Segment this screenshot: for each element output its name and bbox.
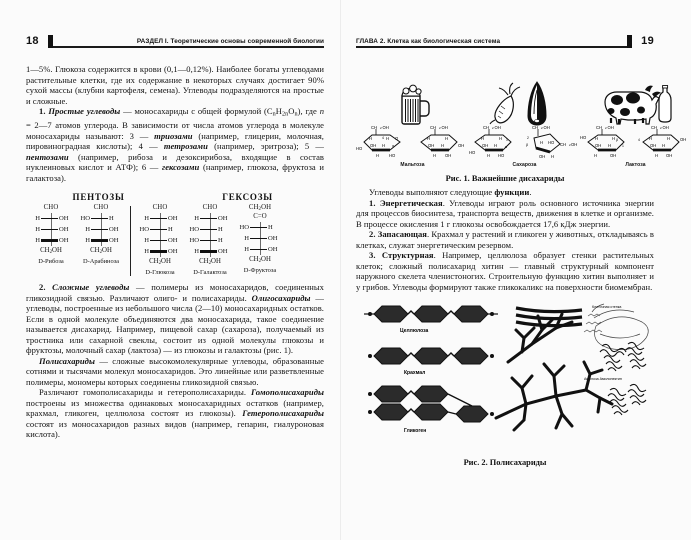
term-oligosaccharides: Олигосахариды <box>251 292 311 303</box>
substituent-left: HO <box>80 215 90 223</box>
svg-text:H: H <box>540 140 544 145</box>
figure1-label-lactose: Лактоза <box>625 162 646 168</box>
svg-text:CH: CH <box>371 125 378 130</box>
glucose-ring-icon <box>415 126 469 160</box>
beer-mug-icon <box>394 82 432 126</box>
svg-text:OH: OH <box>539 154 546 159</box>
starch-chain-icon <box>368 348 494 364</box>
figure2-label-glycogen: Гликоген <box>404 428 427 434</box>
fischer-projection <box>136 204 184 276</box>
svg-text:OH: OH <box>370 143 377 148</box>
svg-text:α: α <box>505 145 508 149</box>
substituent-right: OH <box>59 215 69 223</box>
left-page <box>0 0 340 540</box>
fructose-ring-icon <box>526 126 580 160</box>
paragraph-complex-carbs: 2. Сложные углеводы — полимеры из моносахаридов, соединенных гликозидной связью. Различают олиго- и полисахариды. Олигосахариды — углеводы, построенные из небольшого числа (2—10) моносахаридных остатков. Если в одной молекуле объединяются два моносахарида, такое соединение называется дисахарид. Например, пищевой сахар (сахароза), получаемый из тростника или сахарной свеклы, состоит из одной молекулы глюкозы и фруктозы, молочный сахар (лактоза) — из глюкозы и галактозы (рис. 1). <box>26 282 325 356</box>
fischer-row <box>77 235 125 246</box>
substituent-left: HO <box>189 226 199 234</box>
galactose-ring-icon <box>580 126 636 160</box>
svg-text:CH: CH <box>532 125 539 130</box>
figure2-label-amylose-amylopectin: Амилоза Амилопектин <box>584 377 622 381</box>
substituent-left: H <box>144 237 149 245</box>
fischer-projection <box>77 204 125 265</box>
substituent-right: OH <box>268 235 278 243</box>
term-polysaccharides: Полисахариды <box>39 355 95 366</box>
fischer-row <box>27 224 75 235</box>
svg-text:2: 2 <box>569 143 571 147</box>
substituent-left: H <box>85 226 90 234</box>
substituent-right: OH <box>268 246 278 254</box>
svg-text:OH: OH <box>494 125 501 130</box>
bond-line <box>250 238 267 239</box>
paragraph-homo-hetero: Различают гомополисахариды и гетерополисахариды. Гомополисахариды построены из множества одинаковых моносахаридных остатков (например, крахмал, гликоген, целлюлоза состоят из глюкозы). Гетерополисахариды состоят из моносахаридов разных видов (например, гепарин, гиалуроновая кислота). <box>26 387 324 440</box>
svg-text:α: α <box>392 144 395 148</box>
term-heteropolysaccharides: Гетерополисахариды <box>242 408 324 419</box>
fischer-projection <box>27 204 75 265</box>
svg-text:OH: OH <box>458 143 465 148</box>
substituent-right: H <box>268 224 273 232</box>
structure-headings <box>26 192 324 202</box>
bond-line <box>200 218 217 219</box>
glycogen-branching-icon <box>496 362 612 430</box>
bond-line <box>91 229 108 230</box>
svg-text:H: H <box>427 136 431 141</box>
fischer-top-group: $CH_2OH$ <box>248 204 272 213</box>
hexose-group <box>135 204 285 276</box>
heading-pentoses: ПЕНТОЗЫ <box>72 192 125 203</box>
substituent-right: H <box>168 226 173 234</box>
substituent-right: OH <box>109 226 119 234</box>
monosaccharide-structures <box>26 192 324 276</box>
fischer-bottom-group: $CH_2OH$ <box>40 247 62 256</box>
fischer-top-group: CHO <box>152 204 168 212</box>
fischer-row <box>136 235 184 246</box>
cellulose-chain-icon <box>364 306 498 322</box>
substituent-right: OH <box>59 237 69 245</box>
fischer-projection <box>186 204 234 276</box>
running-head-text-right: ГЛАВА 2. Клетка как биологическая система <box>356 38 501 46</box>
fischer-row <box>236 222 284 233</box>
fischer-rows <box>27 213 75 246</box>
function-name-storage: Запасающая <box>377 229 427 239</box>
fischer-rows <box>236 222 284 255</box>
fischer-top-group: CHO <box>202 204 218 212</box>
fischer-rows <box>136 213 184 257</box>
bond-line <box>250 227 267 228</box>
fischer-bottom-group: $CH_2OH$ <box>199 258 221 267</box>
fischer-row <box>27 235 75 246</box>
svg-text:1: 1 <box>506 138 508 142</box>
svg-text:2: 2 <box>380 126 382 130</box>
svg-text:OH: OH <box>610 153 617 158</box>
function-name-energetic: Энергетическая <box>379 197 443 208</box>
svg-text:OH: OH <box>543 125 550 130</box>
svg-text:OH: OH <box>680 137 687 142</box>
molecule-name: D-Галактоза <box>193 269 227 277</box>
svg-text:2: 2 <box>541 126 543 130</box>
function-name-structural: Структурная <box>381 250 434 260</box>
substituent-left: H <box>244 246 249 254</box>
svg-text:H: H <box>612 136 616 141</box>
svg-text:OH: OH <box>650 143 657 148</box>
fischer-row <box>77 213 125 224</box>
bond-line <box>91 239 108 242</box>
svg-text:1: 1 <box>622 144 624 148</box>
svg-text:HO: HO <box>389 153 396 158</box>
svg-text:H: H <box>445 136 449 141</box>
svg-text:H: H <box>667 136 671 141</box>
substituent-left: HO <box>189 237 199 245</box>
glucose-ring-icon <box>469 126 525 160</box>
function-structural: 3. Структурная. Например, целлюлоза образует стенки растительных клеток; сложный полисахарид хитин — главный структурный компонент наружного скелета членистоногих. Строительную функцию хитин выполняет и у грибов. Углеводы формируют также гликокаликс на поверхности биомембран. <box>356 250 655 292</box>
svg-text:H: H <box>382 143 386 148</box>
svg-text:OH: OH <box>662 125 669 130</box>
svg-text:H: H <box>376 153 380 158</box>
sucrose-structure <box>469 126 580 160</box>
bond-line <box>150 250 167 253</box>
paragraph-simple-carbs: 1. Простые углеводы — моносахариды с общей формулой $(C_nH_{2n}O_n)$, где n = 2—7 атомов углерода. В зависимости от числа атомов углерода в молекуле моносахариды называют: 3 — триозами (например, глицерин, молочная, пировиноградная кислоты); 4 — тетрозами (например, эритроза); 5 — пентозами (например, рибоза и дезоксирибоза, входящие в состав нуклеиновых кислот и АТФ); 6 — гексозами (например, глюкоза, фруктоза и галактоза). <box>26 106 325 183</box>
substituent-right: OH <box>59 226 69 234</box>
molecule-name: D-Глюкоза <box>145 269 175 277</box>
figure-2-caption: Рис. 2. Полисахариды <box>463 458 547 467</box>
right-running-head <box>356 30 654 52</box>
svg-text:CH: CH <box>560 142 567 147</box>
bond-line <box>200 250 217 253</box>
glucose-ring-icon <box>356 126 414 160</box>
svg-text:HO: HO <box>498 153 505 158</box>
figure-2-polysaccharides <box>356 300 654 467</box>
fischer-bottom-group: $CH_2OH$ <box>149 258 171 267</box>
substituent-right: OH <box>168 237 178 245</box>
svg-text:H: H <box>594 153 598 158</box>
svg-text:H: H <box>481 136 485 141</box>
svg-text:H: H <box>369 136 373 141</box>
svg-text:4: 4 <box>382 136 384 140</box>
substituent-left: H <box>194 215 199 223</box>
svg-text:CH: CH <box>430 125 437 130</box>
svg-text:H: H <box>386 136 390 141</box>
fischer-row <box>136 224 184 235</box>
substituent-right: H <box>218 226 223 234</box>
term-geksozy: гексозами <box>162 162 200 173</box>
figure2-label-cellulose: Целлюлоза <box>400 328 429 334</box>
molecule-name: D-Арабиноза <box>82 258 120 266</box>
fischer-row <box>27 213 75 224</box>
para-number-2: 2. <box>39 282 46 293</box>
svg-text:2: 2 <box>492 126 494 130</box>
svg-text:CH: CH <box>596 125 603 130</box>
running-head-text-left: РАЗДЕЛ I. Теоретические основы современной биологии <box>136 38 324 46</box>
svg-text:2: 2 <box>439 126 441 130</box>
structure-divider <box>130 206 131 276</box>
runhead-rule-right <box>356 46 627 47</box>
fischer-row <box>236 244 284 255</box>
substituent-left: H <box>144 215 149 223</box>
fischer-row <box>186 213 234 224</box>
maltose-structure <box>356 126 469 160</box>
fischer-projection-row <box>26 204 324 276</box>
cow-and-milk-bottle-icon <box>597 80 675 126</box>
substituent-right: OH <box>168 248 178 256</box>
lactose-structure <box>580 126 691 160</box>
svg-text:CH: CH <box>483 125 490 130</box>
sugar-beet-and-cane-icon <box>489 80 561 126</box>
fischer-rows <box>186 213 234 257</box>
svg-text:OH: OH <box>666 153 673 158</box>
bond-line <box>150 218 167 219</box>
bond-line <box>91 218 108 219</box>
figure1-label-sucrose: Сахароза <box>512 162 537 168</box>
substituent-right: OH <box>168 215 178 223</box>
folio-right: 19 <box>641 35 654 47</box>
substituent-left: H <box>35 226 40 234</box>
svg-text:H: H <box>595 136 599 141</box>
svg-text:CH: CH <box>651 125 658 130</box>
figure1-label-maltose: Мальтоза <box>400 162 425 168</box>
term-complex-carbohydrates: Сложные углеводы <box>52 282 130 293</box>
para-number-1: 1. <box>39 106 46 116</box>
left-running-head <box>26 30 324 52</box>
svg-text:HO: HO <box>356 146 363 151</box>
glycogen-chain-icon <box>368 386 494 422</box>
svg-text:H: H <box>487 153 491 158</box>
bond-line <box>41 218 58 219</box>
substituent-right: H <box>218 237 223 245</box>
figure-1-panels <box>356 64 687 168</box>
svg-text:OH: OH <box>607 125 614 130</box>
fischer-top-group-2: C=O <box>253 213 267 221</box>
amylopectin-helix-icon <box>626 342 646 369</box>
fischer-row <box>186 246 234 257</box>
paragraph-intro: 1—5%. Глюкоза содержится в крови (0,1—0,12%). Наиболее богаты углеводами растительные клетки, где их содержание в некоторых случаях достигает 90% сухой массы (клубни картофеля, семена). Углеводы подразделяются на простые и сложные. <box>26 64 324 106</box>
svg-text:HO: HO <box>548 140 555 145</box>
svg-text:H: H <box>441 143 445 148</box>
fischer-bottom-group: $CH_2OH$ <box>90 247 112 256</box>
bond-line <box>200 240 217 241</box>
runhead-marker-right <box>627 35 632 48</box>
svg-text:HO: HO <box>469 150 476 155</box>
term-homopolysaccharides: Гомополисахариды <box>250 387 324 398</box>
bond-line <box>41 229 58 230</box>
term-pentozy: пентозами <box>26 151 69 162</box>
svg-text:OH: OH <box>441 125 448 130</box>
fischer-top-group: CHO <box>93 204 109 212</box>
function-energetic: 1. Энергетическая. Углеводы играют роль основного источника энергии для процессов биосинтеза, транспорта веществ, движения в клетке и организме. В процессе окисления 1 г глюкозы освобождается 17,6 кДж энергии. <box>356 197 655 229</box>
right-page <box>340 0 687 540</box>
glycogen-helix-icon <box>608 384 646 415</box>
svg-text:OH: OH <box>382 125 389 130</box>
cell-wall-icon <box>584 304 648 350</box>
svg-text:OH: OH <box>482 143 489 148</box>
word-functions: функции <box>494 187 530 197</box>
panel-maltose <box>356 82 469 168</box>
bond-line <box>41 239 58 242</box>
svg-text:H: H <box>499 136 503 141</box>
fischer-row <box>236 233 284 244</box>
figure-1-caption: Рис. 1. Важнейшие дисахариды <box>445 174 565 183</box>
figure-2-art <box>356 300 654 452</box>
svg-text:OH: OH <box>445 153 452 158</box>
substituent-left: H <box>85 237 90 245</box>
glucose-ring-icon <box>637 126 691 160</box>
substituent-left: H <box>35 215 40 223</box>
substituent-right: H <box>109 215 114 223</box>
term-tetrozy: тетрозами <box>163 141 208 152</box>
figure-1-disaccharides <box>356 64 687 183</box>
function-storage: 2. Запасающая. Крахмал у растений и гликоген у животных, откладываясь в клетках, служат энергетическим резервом. <box>356 229 654 250</box>
fischer-row <box>186 224 234 235</box>
runhead-rule-left <box>53 46 324 47</box>
molecule-name: D-Рибоза <box>38 258 64 266</box>
svg-text:β: β <box>526 143 529 147</box>
fischer-top-group: CHO <box>43 204 59 212</box>
term-triozy: триозами <box>154 130 193 141</box>
substituent-left: H <box>244 235 249 243</box>
bond-line <box>150 229 167 230</box>
term-simple-carbohydrates: Простые углеводы <box>48 106 121 116</box>
svg-text:2: 2 <box>605 126 607 130</box>
bond-line <box>150 240 167 241</box>
svg-text:H: H <box>662 143 666 148</box>
svg-text:H: H <box>649 136 653 141</box>
svg-text:H: H <box>608 143 612 148</box>
svg-text:OH: OH <box>571 142 578 147</box>
substituent-left: H <box>144 248 149 256</box>
substituent-right: OH <box>109 237 119 245</box>
figure2-label-cell-wall: Клеточная стенка <box>592 305 622 309</box>
fischer-row <box>186 235 234 246</box>
paragraph-polysaccharides: Полисахариды — сложные высокомолекулярные углеводы, образованные сотнями и тысячами молекул моносахаридов. Это линейные или разветвленные полимеры, мономеры которых соединены гликозидной связью. <box>26 355 324 387</box>
fischer-rows <box>77 213 125 246</box>
fischer-row <box>136 213 184 224</box>
substituent-right: OH <box>218 215 228 223</box>
fischer-projection <box>236 204 284 274</box>
fischer-bottom-group: $CH_2OH$ <box>249 256 271 265</box>
pentose-group <box>26 204 126 265</box>
amylose-helix-icon <box>600 344 626 371</box>
svg-text:OH: OH <box>595 143 602 148</box>
bond-line <box>200 229 217 230</box>
svg-text:H: H <box>433 153 437 158</box>
heading-hexoses: ГЕКСОЗЫ <box>222 192 273 203</box>
fischer-row <box>77 224 125 235</box>
svg-text:β: β <box>616 138 619 142</box>
substituent-left: H <box>35 237 40 245</box>
svg-text:H: H <box>655 153 659 158</box>
svg-text:OH: OH <box>428 143 435 148</box>
fischer-row <box>136 246 184 257</box>
paragraph-functions-intro: Углеводы выполняют следующие функции. <box>369 187 532 197</box>
figure2-label-starch: Крахмал <box>404 370 426 376</box>
svg-text:2: 2 <box>527 136 529 140</box>
bond-line <box>250 249 267 250</box>
substituent-left: HO <box>239 224 249 232</box>
substituent-right: OH <box>218 248 228 256</box>
svg-text:H: H <box>494 143 498 148</box>
substituent-left: HO <box>139 226 149 234</box>
panel-lactose <box>580 80 691 168</box>
polysaccharide-diagram <box>356 300 654 452</box>
svg-text:H: H <box>551 154 555 159</box>
panel-sucrose <box>469 80 580 168</box>
substituent-left: H <box>194 248 199 256</box>
svg-text:HO: HO <box>580 135 587 140</box>
svg-text:O: O <box>395 136 399 141</box>
molecule-name: D-Фруктоза <box>243 267 277 275</box>
svg-text:4: 4 <box>638 138 640 142</box>
folio-left: 18 <box>26 35 39 47</box>
svg-text:2: 2 <box>660 126 662 130</box>
